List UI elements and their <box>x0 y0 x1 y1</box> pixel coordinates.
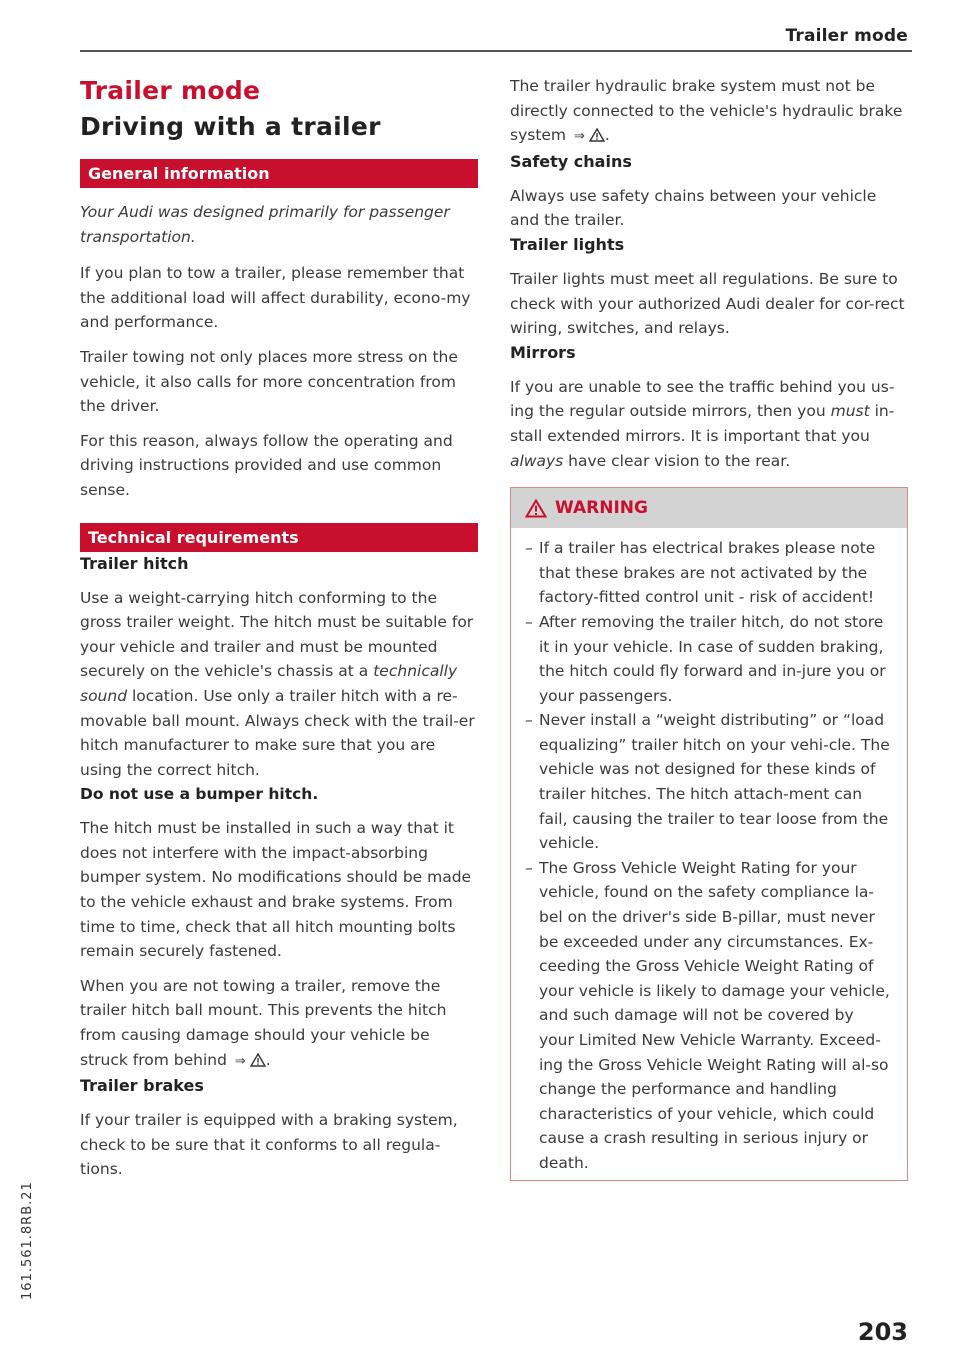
mirrors-heading: Mirrors <box>510 342 576 362</box>
paragraph-bumper: The hitch must be installed in such a way that it does not interfere with the impact-absorbing bumper system. No modifications should be made to the vehicle exhaust and brake systems. From time to time, check that all hitch mounting bolts remain securely fastened. <box>80 819 472 961</box>
paragraph-hydraulic-brake: The trailer hydraulic brake system must not be directly connected to the vehicle's hydraulic brake system ⇒ . <box>510 77 903 145</box>
warning-item: – After removing the trailer hitch, do not store it in your vehicle. In case of sudden braking, the hitch could fly forward and in-jure you or your passengers. <box>525 612 886 705</box>
warning-header <box>511 488 907 528</box>
warning-triangle-icon <box>525 499 547 518</box>
paragraph-stress: Trailer towing not only places more stress on the vehicle, it also calls for more concentration from the driver. <box>80 347 458 416</box>
right-column <box>510 74 908 1181</box>
warning-item: – Never install a “weight distributing” or “load equalizing” trailer hitch on your vehi-cle. The vehicle was not designed for these kinds of trailer hitches. The hitch attach-ment can fail, causing the trailer to tear loose from the vehicle. <box>525 711 890 853</box>
paragraph-trailer-lights: Trailer lights must meet all regulations. Be sure to check with your authorized Audi dealer for cor-rect wiring, switches, and relays. <box>510 269 905 338</box>
paragraph-remove-ball-mount: When you are not towing a trailer, remove the trailer hitch ball mount. This prevents the hitch from causing damage should your vehicle be struck from behind ⇒ . <box>80 976 447 1069</box>
warning-list <box>511 528 907 1179</box>
warning-item: – The Gross Vehicle Weight Rating for your vehicle, found on the safety compliance la-bel on the driver's side B-pillar, must never be exceeded under any circumstances. Ex-ceeding the Gross Vehicle Weight Rating of your vehicle is likely to damage your vehicle, and such damage will not be covered by your Limited New Vehicle Warranty. Exceed-ing the Gross Vehicle Weight Rating will al-so change the performance and handling characteristics of your vehicle, which could cause a crash resulting in serious injury or death. <box>525 858 890 1172</box>
trailer-hitch-heading: Trailer hitch <box>80 553 189 573</box>
paragraph-trailer-brakes: If your trailer is equipped with a braking system, check to be sure that it conforms to all regula-tions. <box>80 1111 458 1179</box>
arrow-right-icon: ⇒ <box>234 1053 246 1069</box>
paragraph-load: If you plan to tow a trailer, please remember that the additional load will affect durability, econo-my and performance. <box>80 264 471 332</box>
header-rule <box>80 50 912 52</box>
trailer-brakes-heading: Trailer brakes <box>80 1076 204 1096</box>
arrow-right-icon: ⇒ <box>573 129 585 145</box>
paragraph-instructions: For this reason, always follow the operating and driving instructions provided and use common sense. <box>80 431 453 499</box>
warning-triangle-icon <box>589 128 605 142</box>
general-information-heading: General information <box>80 159 478 188</box>
paragraph-safety-chains: Always use safety chains between your vehicle and the trailer. <box>510 186 877 230</box>
safety-chains-heading: Safety chains <box>510 151 632 171</box>
side-document-code: 161.561.8RB.21 <box>20 1181 35 1300</box>
left-column <box>80 74 478 1182</box>
paragraph-mirrors: If you are unable to see the traffic behind you us-ing the regular outside mirrors, then you must in-stall extended mirrors. It is important that you always have clear vision to the rear. <box>510 377 895 470</box>
paragraph-trailer-hitch: Use a weight-carrying hitch conforming to the gross trailer weight. The hitch must be suitable for your vehicle and trailer and must be mounted securely on the vehicle's chassis at a technically sound location. Use only a trailer hitch with a re-movable ball mount. Always check with the trail-er hitch manufacturer to make sure that you are using the correct hitch. <box>80 588 475 779</box>
running-head: Trailer mode <box>785 26 908 46</box>
page-number: 203 <box>857 1318 908 1346</box>
bumper-hitch-notice: Do not use a bumper hitch. <box>80 785 319 804</box>
warning-triangle-icon <box>250 1053 266 1067</box>
chapter-title: Trailer mode <box>80 76 261 105</box>
warning-title: WARNING <box>555 498 648 519</box>
technical-requirements-heading: Technical requirements <box>80 523 478 552</box>
warning-box <box>510 487 908 1180</box>
warning-item: – If a trailer has electrical brakes please note that these brakes are not activated by the factory-fitted control unit - risk of accident! <box>525 539 876 607</box>
trailer-lights-heading: Trailer lights <box>510 234 625 254</box>
section-title: Driving with a trailer <box>80 112 381 141</box>
intro-paragraph: Your Audi was designed primarily for passenger transportation. <box>80 203 450 246</box>
